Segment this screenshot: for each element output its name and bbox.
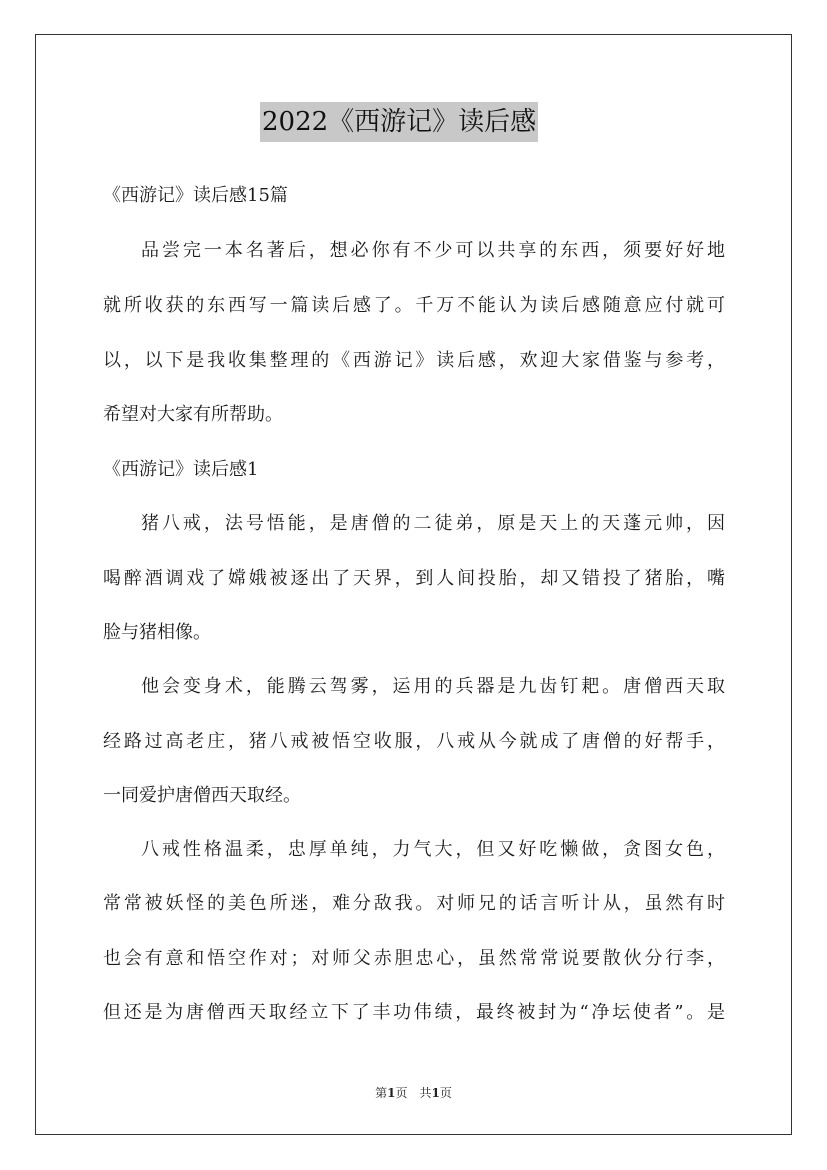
paragraph-line: 脸与猪相像。 xyxy=(103,622,211,643)
document-title: 2022《西游记》读后感 xyxy=(260,102,538,142)
paragraph-line: 他会变身术，能腾云驾雾，运用的兵器是九齿钉耙。唐僧西天取 xyxy=(141,676,725,697)
paragraph-line: 一同爱护唐僧西天取经。 xyxy=(103,785,301,806)
paragraph-line: 就所收获的东西写一篇读后感了。千万不能认为读后感随意应付就可 xyxy=(103,295,725,316)
paragraph-line: 但还是为唐僧西天取经立下了丰功伟绩，最终被封为“净坛使者”。是 xyxy=(103,1002,725,1023)
paragraph-line: 经路过高老庄，猪八戒被悟空收服，八戒从今就成了唐僧的好帮手， xyxy=(103,731,725,752)
section-heading: 《西游记》读后感1 xyxy=(103,459,259,480)
footer-mid: 页 共 xyxy=(395,1086,432,1100)
paragraph-line: 以，以下是我收集整理的《西游记》读后感，欢迎大家借鉴与参考， xyxy=(103,350,725,371)
footer-suffix: 页 xyxy=(439,1086,452,1100)
paragraph-line: 喝醉酒调戏了嫦娥被逐出了天界，到人间投胎，却又错投了猪胎，嘴 xyxy=(103,568,725,589)
page-footer xyxy=(0,1084,827,1101)
document-subtitle: 《西游记》读后感15篇 xyxy=(103,185,288,206)
paragraph-line: 品尝完一本名著后，想必你有不少可以共享的东西，须要好好地 xyxy=(141,240,725,261)
paragraph-line: 希望对大家有所帮助。 xyxy=(103,404,283,425)
footer-prefix: 第 xyxy=(375,1086,388,1100)
current-page-number: 1 xyxy=(387,1086,396,1100)
paragraph-line: 猪八戒，法号悟能，是唐僧的二徒弟，原是天上的天蓬元帅，因 xyxy=(141,513,725,534)
paragraph-line: 也会有意和悟空作对；对师父赤胆忠心，虽然常常说要散伙分行李， xyxy=(103,948,725,969)
paragraph-line: 常常被妖怪的美色所迷，难分敌我。对师兄的话言听计从，虽然有时 xyxy=(103,893,725,914)
total-pages-number: 1 xyxy=(431,1086,440,1100)
paragraph-line: 八戒性格温柔，忠厚单纯，力气大，但又好吃懒做，贪图女色， xyxy=(141,839,725,860)
